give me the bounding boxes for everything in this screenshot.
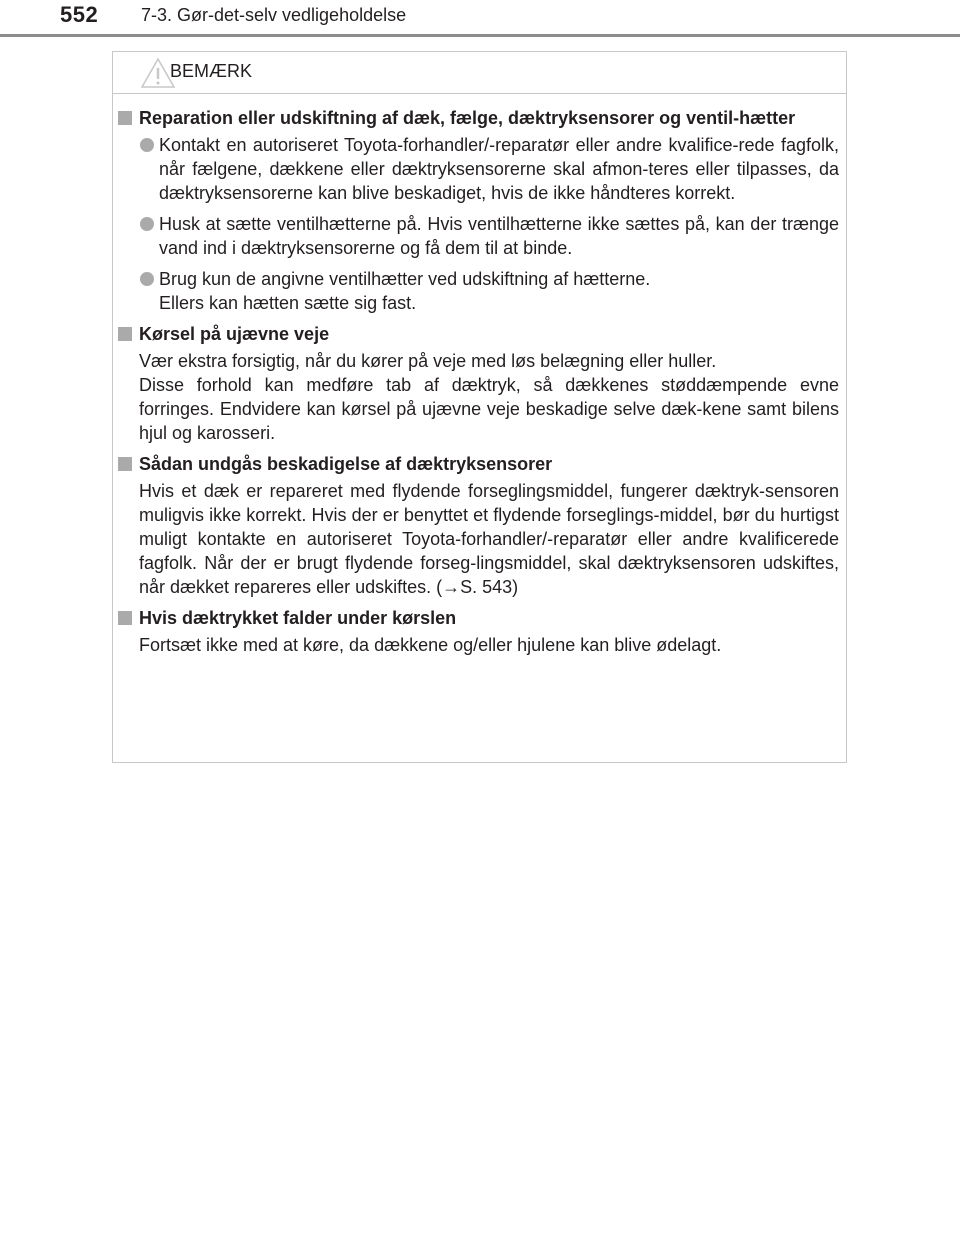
section-heading	[118, 452, 839, 476]
section-heading-text: Reparation eller udskiftning af dæk, fælge, dæktryksensorer og ventil-hætter	[139, 108, 796, 128]
notice-title: BEMÆRK	[170, 61, 253, 81]
section-rough-roads	[118, 322, 839, 445]
section-title: 7-3. Gør-det-selv vedligeholdelse	[141, 5, 407, 25]
square-marker-icon	[118, 327, 132, 341]
paragraph-line-1: Vær ekstra forsigtig, når du kører på veje med løs belægning eller huller.	[139, 351, 717, 371]
paragraph-text: Hvis et dæk er repareret med flydende forseglingsmiddel, fungerer dæktryk-sensoren muligvis ikke korrekt. Hvis der er benyttet et flydende forseglings-middel, bør du hurtigst muligt kontakte en autoriseret Toyota-forhandler/-reparatør eller andre kvalificerede fagfolk. Når der er brugt flydende forseg-lingsmiddel, skal dæktryksensoren udskiftes, når dækket repareres eller udskiftes. (→S. 543)	[139, 481, 839, 597]
bullet-text: Brug kun de angivne ventilhætter ved udskiftning af hætterne.	[159, 269, 651, 289]
section-heading-text: Sådan undgås beskadigelse af dæktryksensorer	[139, 454, 553, 474]
bullet-text: Kontakt en autoriseret Toyota-forhandler/-reparatør eller andre kvalifice-rede fagfolk, når fælgene, dækkene eller dæktryksensorerne skal afmon-teres eller tilpasses, da dæktryksensorerne kan blive beskadiget, hvis de ikke håndteres korrekt.	[159, 135, 839, 203]
notice-box	[112, 51, 847, 763]
section-heading	[118, 322, 839, 346]
paragraph-text: Fortsæt ikke med at køre, da dækkene og/eller hjulene kan blive ødelagt.	[139, 635, 722, 655]
paragraph-text: Disse forhold kan medføre tab af dæktryk, så dækkenes støddæmpende evne forringes. Endvidere kan kørsel på ujævne veje beskadige selve dæk-kene samt bilens hjul og karosseri.	[139, 375, 839, 443]
square-marker-icon	[118, 111, 132, 125]
bullet-text: Husk at sætte ventilhætterne på. Hvis ventilhætterne ikke sættes på, kan der trænge vand ind i dæktryksensorerne og få dem til at binde.	[159, 214, 839, 258]
section-tire-repair	[118, 106, 839, 315]
bullet-item	[118, 133, 839, 205]
bullet-item	[118, 212, 839, 260]
section-paragraph	[118, 479, 839, 599]
section-heading-text: Kørsel på ujævne veje	[139, 324, 330, 344]
bullet-text-line-2: Ellers kan hætten sætte sig fast.	[159, 293, 417, 313]
page-number: 552	[60, 2, 99, 27]
section-sensor-damage	[118, 452, 839, 599]
section-pressure-drop	[118, 606, 839, 657]
bullet-item	[118, 267, 839, 315]
notice-header	[113, 52, 846, 94]
circle-bullet-icon	[140, 217, 154, 231]
circle-bullet-icon	[140, 272, 154, 286]
section-paragraph	[118, 633, 839, 657]
header-rule	[0, 34, 960, 37]
section-heading-text: Hvis dæktrykket falder under kørslen	[139, 608, 457, 628]
section-heading	[118, 606, 839, 630]
section-heading	[118, 106, 839, 130]
notice-content	[118, 106, 839, 664]
square-marker-icon	[118, 457, 132, 471]
square-marker-icon	[118, 611, 132, 625]
circle-bullet-icon	[140, 138, 154, 152]
section-paragraph	[118, 349, 839, 445]
